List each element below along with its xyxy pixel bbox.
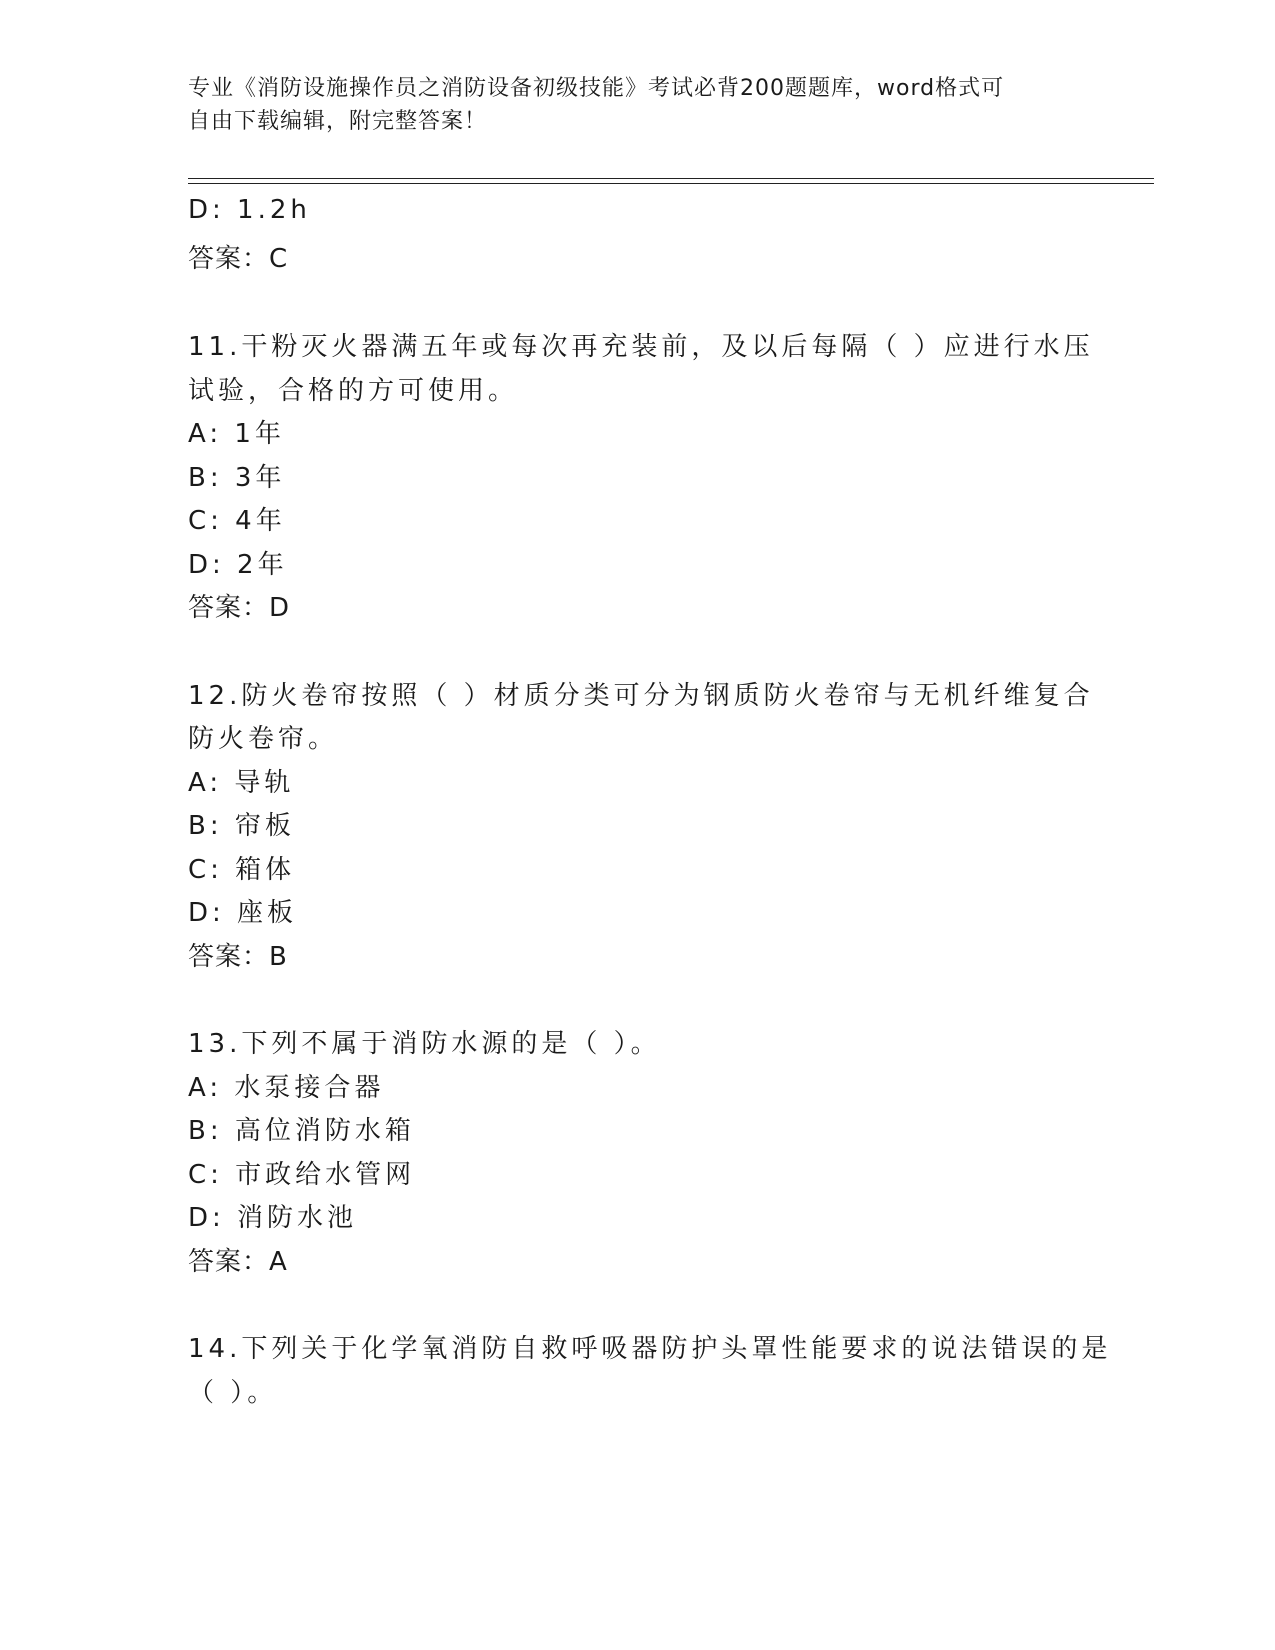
header-line-2: 自由下载编辑，附完整答案！: [188, 109, 488, 134]
q11-answer: 答案：D: [188, 593, 291, 623]
q12-option-b: B: 帘板: [188, 811, 295, 841]
header-rule-bottom: [188, 183, 1154, 184]
q13-answer: 答案：A: [188, 1247, 288, 1277]
q14-stem-line-1: 14.下列关于化学氧消防自救呼吸器防护头罩性能要求的说法错误的是: [188, 1334, 1112, 1364]
q11-option-d: D: 2年: [188, 550, 288, 580]
q13-option-a: A: 水泵接合器: [188, 1073, 385, 1103]
header-rule-top: [188, 178, 1154, 179]
q12-option-a: A: 导轨: [188, 768, 295, 798]
q11-stem-line-1: 11.干粉灭火器满五年或每次再充装前，及以后每隔（ ）应进行水压: [188, 332, 1094, 362]
q13-option-b: B: 高位消防水箱: [188, 1116, 415, 1146]
q12-answer: 答案：B: [188, 942, 288, 972]
q11-option-b: B: 3年: [188, 463, 286, 493]
prev-option-d: D: 1.2h: [188, 195, 311, 225]
q13-option-c: C: 市政给水管网: [188, 1160, 416, 1190]
q11-option-c: C: 4年: [188, 506, 286, 536]
q13-stem-line-1: 13.下列不属于消防水源的是（ ）。: [188, 1029, 661, 1059]
q12-option-d: D: 座板: [188, 898, 298, 928]
q11-option-a: A: 1年: [188, 419, 285, 449]
q14-stem-line-2: （ ）。: [188, 1378, 278, 1408]
q11-stem-line-2: 试验，合格的方可使用。: [188, 376, 519, 406]
prev-answer: 答案：C: [188, 244, 289, 274]
q12-stem-line-1: 12.防火卷帘按照（ ）材质分类可分为钢质防火卷帘与无机纤维复合: [188, 681, 1094, 711]
q12-stem-line-2: 防火卷帘。: [188, 724, 339, 754]
document-header: [188, 72, 1068, 138]
header-line-1: 专业《消防设施操作员之消防设备初级技能》考试必背200题题库，word格式可: [188, 76, 1005, 101]
q13-option-d: D: 消防水池: [188, 1203, 358, 1233]
q12-option-c: C: 箱体: [188, 855, 296, 885]
